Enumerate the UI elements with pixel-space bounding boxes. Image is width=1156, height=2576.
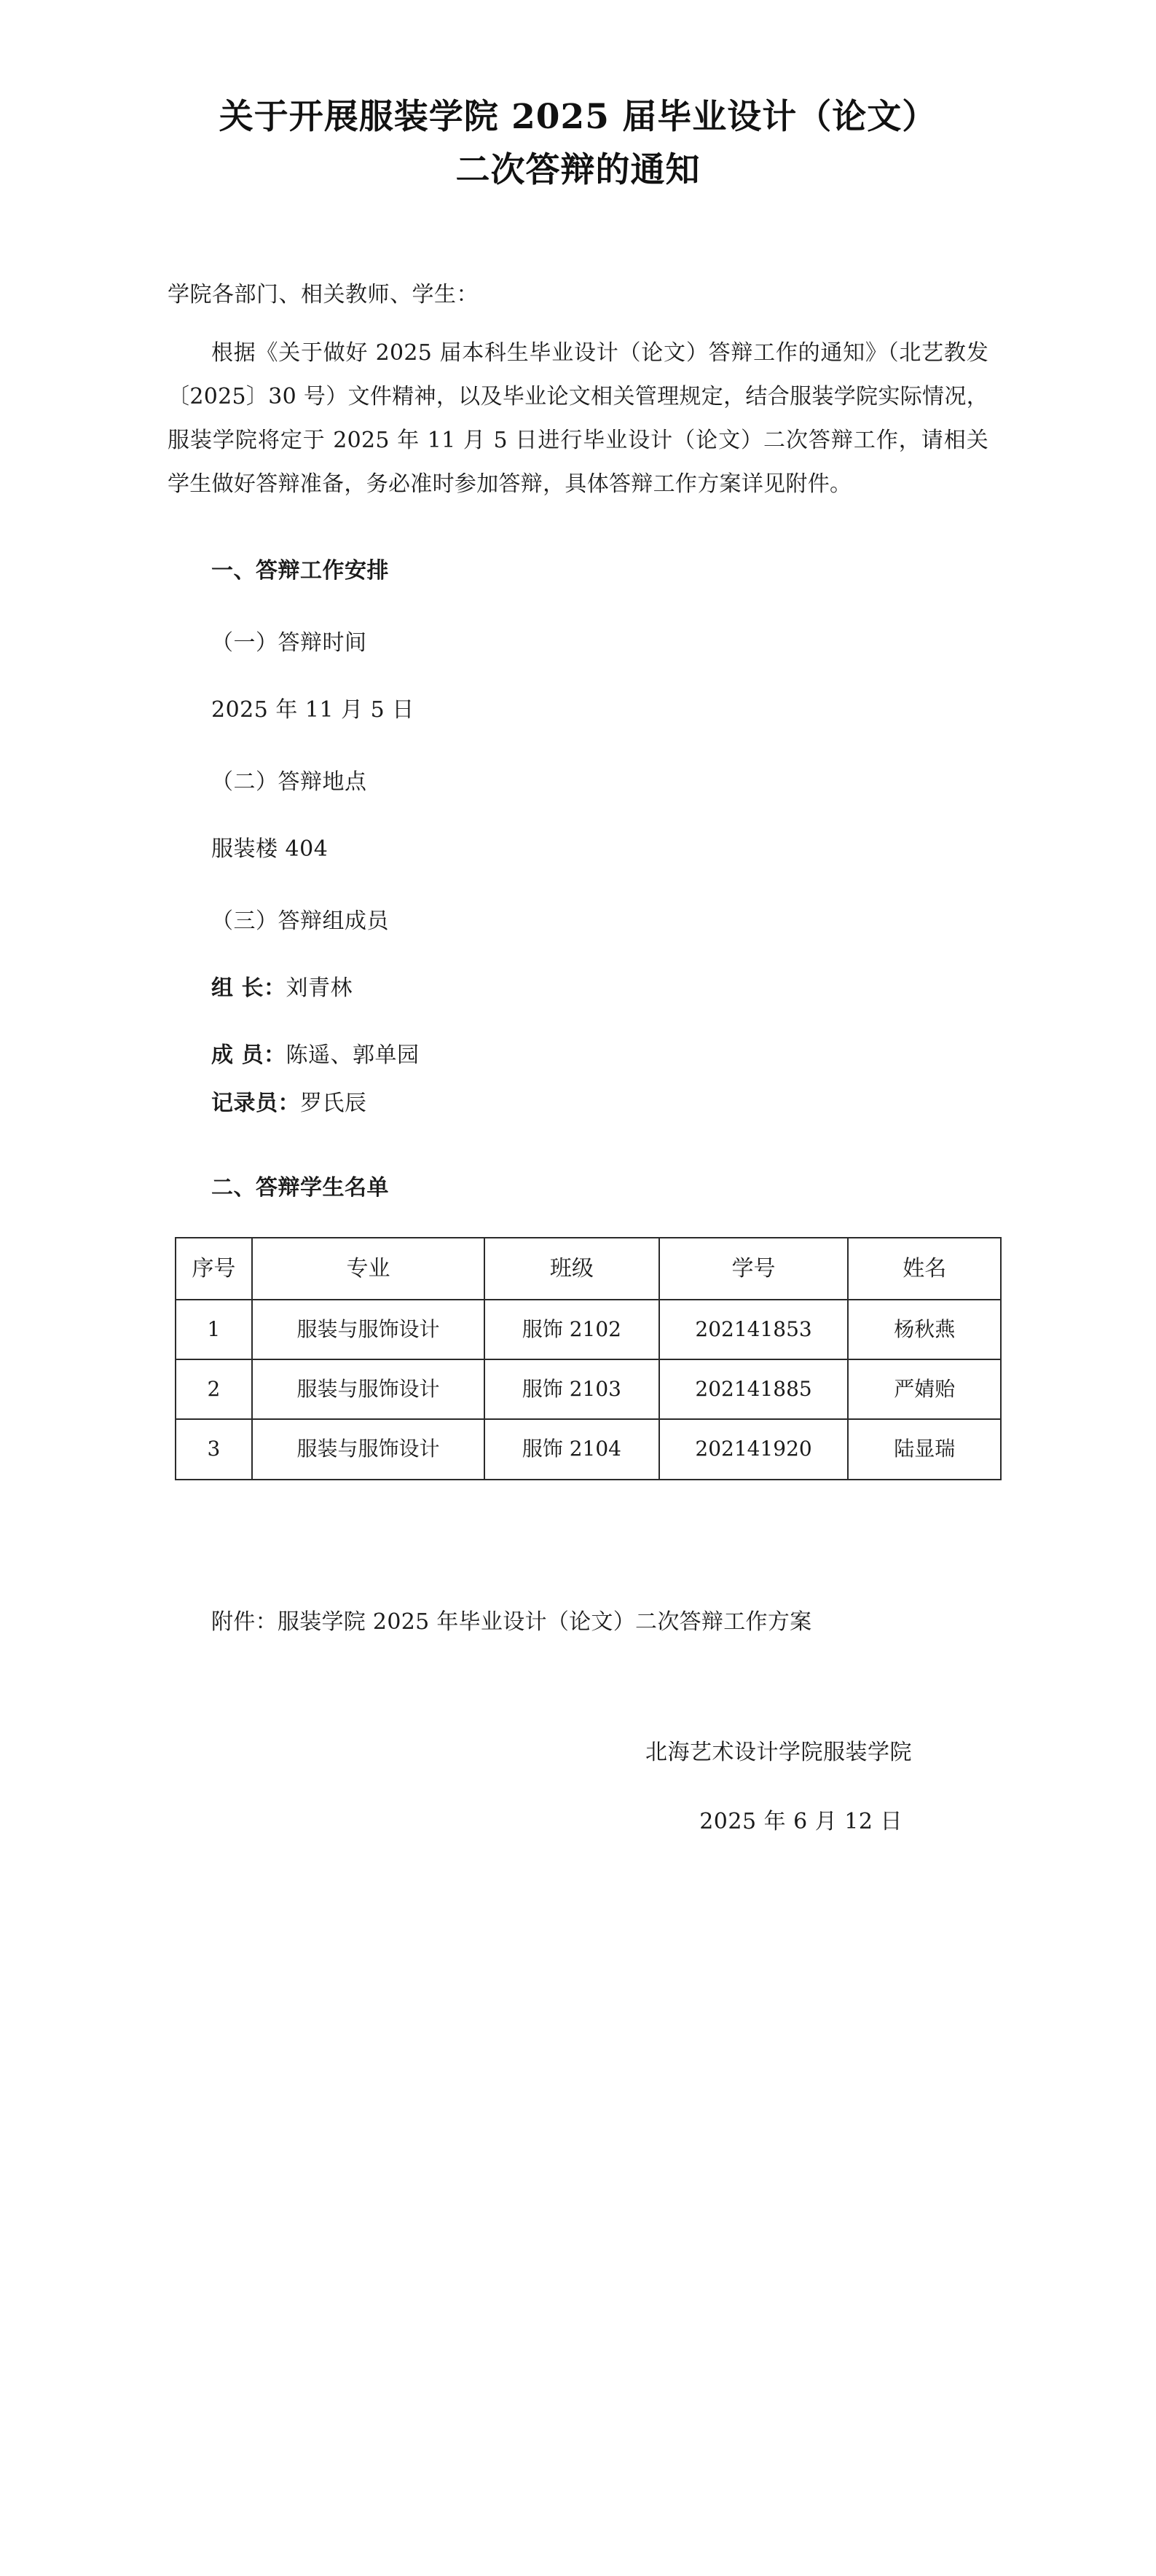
table-cell: 陆显瑞 — [848, 1419, 1001, 1479]
section-heading-2: 二、答辩学生名单 — [211, 1174, 389, 1201]
group-recorder-label: 记录员： — [211, 1090, 300, 1116]
table-cell: 3 — [176, 1419, 252, 1479]
group-leader-line — [168, 969, 988, 1008]
table-header-row — [176, 1238, 1001, 1300]
student-list-table — [175, 1237, 1002, 1480]
answer-place-label: （二）答辩地点 — [211, 769, 367, 795]
answer-members-label: （三）答辩组成员 — [211, 908, 389, 934]
answer-time-label: （一）答辩时间 — [211, 629, 367, 656]
table-row — [176, 1359, 1001, 1419]
table-cell: 服装与服饰设计 — [252, 1300, 484, 1359]
answer-time-value: 2025 年 11 月 5 日 — [211, 696, 414, 723]
table-cell: 服饰 2103 — [484, 1359, 659, 1419]
table-cell: 202141920 — [659, 1419, 849, 1479]
title-line-1: 关于开展服装学院 2025 届毕业设计（论文） — [219, 97, 937, 137]
group-recorder-value: 罗氏辰 — [300, 1090, 367, 1116]
table-cell: 严婧贻 — [848, 1359, 1001, 1419]
table-cell: 202141885 — [659, 1359, 849, 1419]
document-date: 2025 年 6 月 12 日 — [699, 1808, 903, 1834]
table-header-cell: 序号 — [176, 1238, 252, 1300]
table-cell: 2 — [176, 1359, 252, 1419]
table-row — [176, 1419, 1001, 1479]
table-header-cell: 专业 — [252, 1238, 484, 1300]
table-row — [176, 1300, 1001, 1359]
attachment-note: 附件：服装学院 2025 年毕业设计（论文）二次答辩工作方案 — [211, 1609, 812, 1635]
intro-paragraph: 根据《关于做好 2025 届本科生毕业设计（论文）答辩工作的通知》（北艺教发〔2025〕30 号）文件精神，以及毕业论文相关管理规定，结合服装学院实际情况，服装学院将定于 2025 年 11 月 5 日进行毕业设计（论文）二次答辩工作，请相关学生做好答辩准备，务必准时参加答辩，具体答辩工作方案详见附件。 — [168, 339, 988, 497]
table-header-cell: 姓名 — [848, 1238, 1001, 1300]
table-cell: 202141853 — [659, 1300, 849, 1359]
title-line-2: 二次答辩的通知 — [455, 149, 701, 190]
page-title — [168, 91, 988, 197]
table-cell: 1 — [176, 1300, 252, 1359]
table-cell: 杨秋燕 — [848, 1300, 1001, 1359]
table-header-cell: 班级 — [484, 1238, 659, 1300]
group-leader-label: 组 长： — [211, 975, 286, 1001]
table-cell: 服饰 2104 — [484, 1419, 659, 1479]
group-leader-value: 刘青林 — [286, 975, 353, 1001]
group-members-label: 成 员： — [211, 1042, 286, 1068]
table-cell: 服装与服饰设计 — [252, 1419, 484, 1479]
salutation: 学院各部门、相关教师、学生： — [168, 281, 479, 307]
table-header-cell: 学号 — [659, 1238, 849, 1300]
group-members-value: 陈遥、郭单园 — [286, 1042, 420, 1068]
table-cell: 服饰 2102 — [484, 1300, 659, 1359]
answer-place-value: 服装楼 404 — [211, 836, 329, 862]
table-cell: 服装与服饰设计 — [252, 1359, 484, 1419]
signature: 北海艺术设计学院服装学院 — [645, 1739, 912, 1765]
section-heading-1: 一、答辩工作安排 — [211, 557, 389, 584]
group-recorder-line — [168, 1084, 988, 1123]
group-members-line — [168, 1036, 988, 1075]
